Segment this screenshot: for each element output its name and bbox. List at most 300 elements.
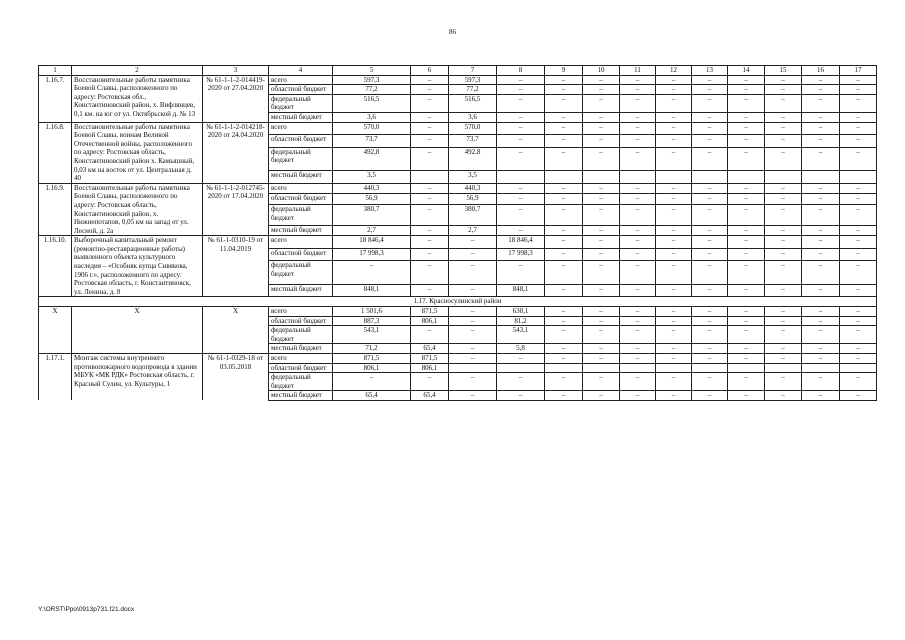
value-cell: – (411, 373, 449, 391)
value-cell: – (583, 236, 620, 248)
value-cell: – (545, 236, 583, 248)
budget-table (38, 65, 877, 401)
value-cell: – (692, 85, 728, 95)
value-cell: – (583, 373, 620, 391)
value-cell: – (802, 326, 840, 344)
funding-source: областной бюджет (269, 194, 333, 205)
value-cell: – (728, 94, 765, 112)
value-cell: – (692, 135, 728, 147)
value-cell: – (840, 248, 877, 260)
value-cell: – (728, 391, 765, 401)
funding-source: областной бюджет (269, 316, 333, 326)
value-cell: 3,6 (333, 112, 411, 122)
document-number: № 61-1-0329-18 от 03.05.2018 (203, 354, 269, 401)
value-cell: – (692, 354, 728, 364)
document-number: № 61-1-1-2-014218-2020 от 24.04.2020 (203, 122, 269, 183)
value-cell: – (765, 85, 802, 95)
value-cell: – (411, 205, 449, 225)
value-cell: – (728, 205, 765, 225)
value-cell: – (765, 147, 802, 171)
value-cell (620, 363, 656, 373)
value-cell: – (840, 194, 877, 205)
value-cell: – (656, 354, 692, 364)
value-cell: – (840, 183, 877, 194)
funding-source: федеральный бюджет (269, 147, 333, 171)
value-cell: – (545, 248, 583, 260)
value-cell: – (545, 261, 583, 285)
value-cell: – (728, 135, 765, 147)
value-cell: – (656, 373, 692, 391)
value-cell: – (802, 236, 840, 248)
value-cell: – (583, 225, 620, 236)
value-cell: – (802, 112, 840, 122)
value-cell: – (802, 183, 840, 194)
value-cell: – (692, 326, 728, 344)
header-cell: 7 (449, 66, 497, 76)
value-cell: 597,3 (449, 75, 497, 85)
value-cell: – (840, 205, 877, 225)
value-cell: – (620, 261, 656, 285)
value-cell: – (728, 261, 765, 285)
value-cell: – (765, 75, 802, 85)
value-cell: – (728, 112, 765, 122)
value-cell: – (765, 122, 802, 134)
header-cell: 14 (728, 66, 765, 76)
funding-source: всего (269, 122, 333, 134)
value-cell: – (692, 316, 728, 326)
header-cell: 10 (583, 66, 620, 76)
value-cell: – (620, 194, 656, 205)
header-cell: 5 (333, 66, 411, 76)
value-cell: 630,1 (497, 307, 545, 317)
funding-source: всего (269, 183, 333, 194)
value-cell (765, 171, 802, 184)
value-cell: – (656, 147, 692, 171)
value-cell: – (583, 326, 620, 344)
value-cell: – (583, 248, 620, 260)
value-cell: – (411, 135, 449, 147)
value-cell: – (802, 194, 840, 205)
value-cell: – (692, 205, 728, 225)
funding-source: местный бюджет (269, 284, 333, 297)
value-cell: – (656, 284, 692, 297)
value-cell: – (840, 75, 877, 85)
value-cell: – (411, 326, 449, 344)
funding-source: всего (269, 354, 333, 364)
value-cell: 71,2 (333, 344, 411, 354)
value-cell: – (583, 183, 620, 194)
value-cell: – (583, 147, 620, 171)
value-cell: – (765, 326, 802, 344)
value-cell: – (656, 316, 692, 326)
value-cell: – (656, 85, 692, 95)
object-name: Монтаж системы внутреннего противопожарного водопровода в здании МБУК «МК РДК» Ростовская область, г. Красный Сулин, ул. Культуры, 1 (72, 354, 203, 401)
value-cell: – (692, 112, 728, 122)
value-cell: 570,0 (333, 122, 411, 134)
row-number: 1.16.8. (39, 122, 72, 183)
value-cell: – (449, 391, 497, 401)
value-cell: 3,6 (449, 112, 497, 122)
value-cell: – (765, 112, 802, 122)
value-cell: 806,1 (411, 316, 449, 326)
value-cell: – (802, 75, 840, 85)
value-cell: – (840, 316, 877, 326)
value-cell: 5,8 (497, 344, 545, 354)
value-cell: – (840, 284, 877, 297)
funding-source: федеральный бюджет (269, 94, 333, 112)
value-cell: – (583, 85, 620, 95)
section-title: 1.17. Красносулинский район (39, 297, 877, 307)
value-cell: 440,3 (449, 183, 497, 194)
value-cell: 2,7 (449, 225, 497, 236)
value-cell: – (449, 261, 497, 285)
value-cell: 56,9 (449, 194, 497, 205)
value-cell: – (692, 391, 728, 401)
value-cell: – (583, 316, 620, 326)
value-cell: – (545, 122, 583, 134)
value-cell: – (802, 248, 840, 260)
value-cell: – (497, 261, 545, 285)
value-cell: – (728, 373, 765, 391)
value-cell: – (840, 373, 877, 391)
value-cell: 73,7 (449, 135, 497, 147)
document-number: № 61-1-0310-19 от 11.04.2019 (203, 236, 269, 297)
value-cell: 570,0 (449, 122, 497, 134)
funding-source: областной бюджет (269, 248, 333, 260)
value-cell: – (545, 194, 583, 205)
value-cell: – (840, 236, 877, 248)
value-cell: – (497, 205, 545, 225)
value-cell: – (840, 391, 877, 401)
row-number: 1.17.1. (39, 354, 72, 401)
value-cell: – (840, 135, 877, 147)
value-cell: – (545, 183, 583, 194)
value-cell: 18 846,4 (497, 236, 545, 248)
value-cell: – (620, 307, 656, 317)
value-cell: – (620, 326, 656, 344)
value-cell: – (545, 307, 583, 317)
value-cell: – (497, 225, 545, 236)
value-cell: – (545, 391, 583, 401)
value-cell: – (411, 194, 449, 205)
value-cell: – (840, 307, 877, 317)
file-path-footer: Y:\ORST\Ppo\0913p731.f21.docx (38, 606, 135, 613)
header-cell: 3 (203, 66, 269, 76)
value-cell: – (620, 94, 656, 112)
value-cell: – (411, 122, 449, 134)
value-cell: 597,3 (333, 75, 411, 85)
value-cell: – (728, 307, 765, 317)
funding-source: местный бюджет (269, 171, 333, 184)
value-cell: – (620, 236, 656, 248)
value-cell: – (692, 261, 728, 285)
value-cell: – (656, 248, 692, 260)
value-cell: – (545, 112, 583, 122)
value-cell: – (840, 122, 877, 134)
value-cell: – (497, 373, 545, 391)
value-cell: – (449, 344, 497, 354)
funding-source: всего (269, 236, 333, 248)
value-cell: – (765, 225, 802, 236)
value-cell: – (583, 205, 620, 225)
value-cell: – (411, 147, 449, 171)
value-cell (840, 171, 877, 184)
value-cell: – (620, 373, 656, 391)
value-cell: – (692, 225, 728, 236)
value-cell: – (840, 225, 877, 236)
funding-source: всего (269, 75, 333, 85)
value-cell: – (765, 344, 802, 354)
value-cell: 17 998,3 (333, 248, 411, 260)
value-cell: – (692, 248, 728, 260)
table-row (39, 354, 877, 364)
value-cell: – (583, 344, 620, 354)
header-cell: 16 (802, 66, 840, 76)
value-cell: – (840, 354, 877, 364)
value-cell: – (656, 261, 692, 285)
value-cell (728, 363, 765, 373)
value-cell: – (765, 284, 802, 297)
value-cell: – (728, 75, 765, 85)
table-row (39, 75, 877, 85)
value-cell: – (545, 316, 583, 326)
header-cell: 12 (656, 66, 692, 76)
header-cell: 6 (411, 66, 449, 76)
value-cell: – (497, 391, 545, 401)
value-cell: – (583, 94, 620, 112)
header-cell: 11 (620, 66, 656, 76)
value-cell: – (411, 261, 449, 285)
value-cell: – (620, 284, 656, 297)
value-cell: – (692, 307, 728, 317)
value-cell: – (656, 183, 692, 194)
funding-source: областной бюджет (269, 85, 333, 95)
value-cell: – (411, 85, 449, 95)
value-cell: 543,1 (333, 326, 411, 344)
object-name: X (72, 307, 203, 354)
value-cell: – (692, 373, 728, 391)
value-cell (449, 363, 497, 373)
value-cell: – (497, 112, 545, 122)
value-cell: – (728, 85, 765, 95)
value-cell: – (692, 183, 728, 194)
value-cell: – (620, 391, 656, 401)
value-cell: – (545, 373, 583, 391)
value-cell: – (802, 373, 840, 391)
value-cell: 3,5 (333, 171, 411, 184)
value-cell (802, 171, 840, 184)
value-cell: – (449, 284, 497, 297)
row-number: 1.16.10. (39, 236, 72, 297)
value-cell: – (656, 205, 692, 225)
value-cell: 81,2 (497, 316, 545, 326)
value-cell: – (583, 135, 620, 147)
funding-source: федеральный бюджет (269, 205, 333, 225)
value-cell: – (765, 94, 802, 112)
value-cell: – (449, 354, 497, 364)
value-cell: – (583, 261, 620, 285)
value-cell: – (620, 354, 656, 364)
value-cell: – (497, 194, 545, 205)
value-cell: 2,7 (333, 225, 411, 236)
header-row (39, 66, 877, 76)
value-cell: – (765, 391, 802, 401)
value-cell: – (656, 112, 692, 122)
value-cell (545, 171, 583, 184)
value-cell: – (802, 135, 840, 147)
value-cell: – (449, 307, 497, 317)
value-cell: – (692, 194, 728, 205)
value-cell: – (802, 344, 840, 354)
value-cell (620, 171, 656, 184)
funding-source: местный бюджет (269, 344, 333, 354)
value-cell: – (692, 147, 728, 171)
value-cell: – (620, 225, 656, 236)
value-cell: – (728, 326, 765, 344)
object-name: Восстановительные работы памятника Боевой Славы, расположенного по адресу: Ростовская обл., Константиновский район, х. Вифлянцев, 0,1 км. на юг от ул. Октябрьской д. № 13 (72, 75, 203, 122)
object-name: Восстановительные работы памятника Боевой Славы, расположенного по адресу: Ростовская область, Константиновский район, х. Нижнепотапов, 0,05 км на запад от ул. Лесной, д. 2а (72, 183, 203, 236)
value-cell: – (583, 307, 620, 317)
table-row (39, 236, 877, 248)
value-cell: – (545, 94, 583, 112)
value-cell: – (545, 147, 583, 171)
value-cell: – (840, 94, 877, 112)
value-cell: – (840, 147, 877, 171)
header-cell: 1 (39, 66, 72, 76)
value-cell: – (765, 316, 802, 326)
table-row (39, 122, 877, 134)
value-cell: 848,1 (497, 284, 545, 297)
value-cell: – (728, 316, 765, 326)
value-cell: 516,5 (449, 94, 497, 112)
value-cell: – (497, 183, 545, 194)
value-cell: – (620, 147, 656, 171)
value-cell: – (656, 135, 692, 147)
value-cell: – (765, 205, 802, 225)
value-cell: – (620, 205, 656, 225)
value-cell: – (583, 75, 620, 85)
value-cell: – (497, 75, 545, 85)
value-cell: – (656, 326, 692, 344)
value-cell: – (545, 284, 583, 297)
funding-source: местный бюджет (269, 112, 333, 122)
value-cell: – (545, 344, 583, 354)
document-number: X (203, 307, 269, 354)
value-cell: – (692, 344, 728, 354)
value-cell: – (656, 225, 692, 236)
value-cell: 77,2 (333, 85, 411, 95)
value-cell: – (840, 261, 877, 285)
value-cell: – (728, 183, 765, 194)
value-cell: – (497, 354, 545, 364)
value-cell: 3,5 (449, 171, 497, 184)
value-cell: – (411, 112, 449, 122)
header-cell: 9 (545, 66, 583, 76)
value-cell: – (840, 344, 877, 354)
value-cell: – (545, 326, 583, 344)
value-cell: – (840, 326, 877, 344)
value-cell: – (583, 391, 620, 401)
value-cell (497, 363, 545, 373)
value-cell: – (728, 194, 765, 205)
value-cell: – (411, 75, 449, 85)
value-cell: – (656, 307, 692, 317)
value-cell: 65,4 (411, 391, 449, 401)
value-cell: – (765, 261, 802, 285)
value-cell: 17 998,3 (497, 248, 545, 260)
value-cell (656, 363, 692, 373)
value-cell: – (802, 391, 840, 401)
value-cell: – (656, 122, 692, 134)
value-cell (692, 171, 728, 184)
value-cell: – (802, 316, 840, 326)
value-cell: – (765, 307, 802, 317)
value-cell: – (545, 75, 583, 85)
document-number: № 61-1-1-2-012745-2020 от 17.04.2020 (203, 183, 269, 236)
value-cell: – (802, 147, 840, 171)
value-cell: – (411, 225, 449, 236)
value-cell: – (765, 354, 802, 364)
value-cell (840, 363, 877, 373)
value-cell: – (497, 122, 545, 134)
value-cell: – (620, 183, 656, 194)
value-cell: – (449, 316, 497, 326)
value-cell: – (497, 135, 545, 147)
value-cell: – (656, 236, 692, 248)
value-cell: – (728, 122, 765, 134)
header-cell: 17 (840, 66, 877, 76)
value-cell: – (545, 135, 583, 147)
value-cell: – (802, 354, 840, 364)
value-cell: – (692, 94, 728, 112)
value-cell: – (620, 344, 656, 354)
value-cell: – (692, 75, 728, 85)
value-cell: – (583, 194, 620, 205)
value-cell: 492,8 (449, 147, 497, 171)
value-cell: 516,5 (333, 94, 411, 112)
funding-source: федеральный бюджет (269, 326, 333, 344)
value-cell: – (583, 112, 620, 122)
header-cell: 15 (765, 66, 802, 76)
value-cell: – (411, 94, 449, 112)
value-cell (656, 171, 692, 184)
row-number: X (39, 307, 72, 354)
value-cell: – (656, 344, 692, 354)
value-cell: – (620, 75, 656, 85)
value-cell: – (728, 225, 765, 236)
value-cell: – (765, 135, 802, 147)
funding-source: областной бюджет (269, 363, 333, 373)
value-cell: – (545, 354, 583, 364)
value-cell: – (802, 122, 840, 134)
page-number: 86 (449, 28, 456, 36)
value-cell: – (333, 261, 411, 285)
value-cell: 380,7 (449, 205, 497, 225)
value-cell: 77,2 (449, 85, 497, 95)
value-cell (497, 171, 545, 184)
value-cell: 543,1 (497, 326, 545, 344)
value-cell: – (692, 284, 728, 297)
value-cell: 871,5 (411, 307, 449, 317)
value-cell: – (656, 75, 692, 85)
value-cell: – (692, 122, 728, 134)
value-cell: – (656, 391, 692, 401)
value-cell: 806,1 (333, 363, 411, 373)
value-cell (583, 171, 620, 184)
value-cell: – (497, 94, 545, 112)
value-cell: – (449, 236, 497, 248)
value-cell: 492,8 (333, 147, 411, 171)
